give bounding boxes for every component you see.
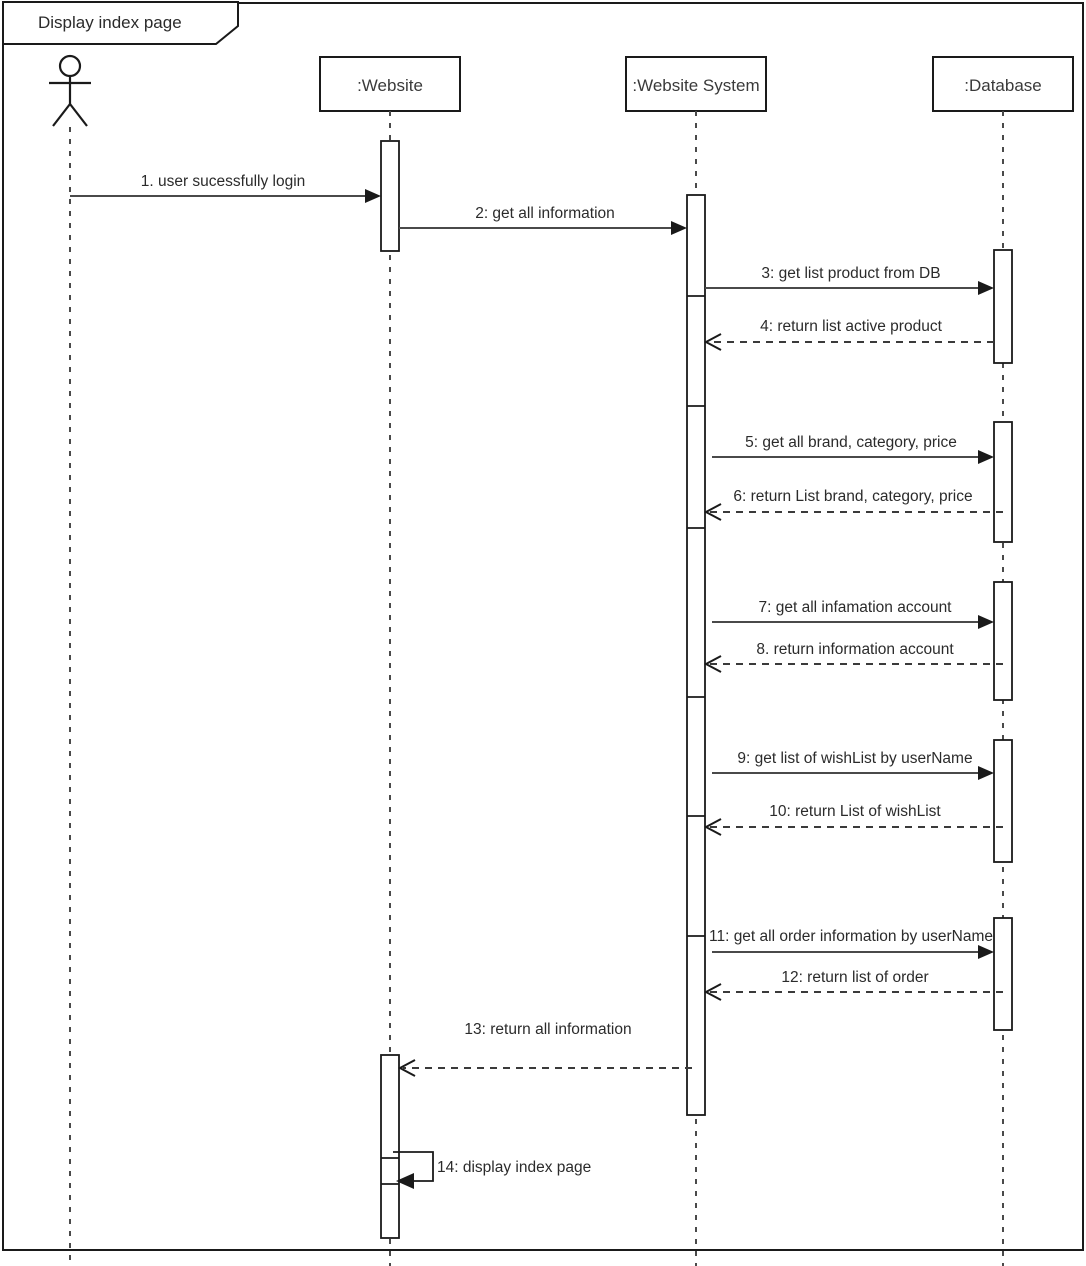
message-2-label: 2: get all information <box>475 205 615 222</box>
message-11[interactable] <box>709 928 994 959</box>
message-8[interactable] <box>706 641 1003 672</box>
lifeline-database[interactable] <box>933 57 1073 1266</box>
message-9-arrowhead <box>978 766 994 780</box>
lifeline-label-website: :Website <box>357 76 423 95</box>
lifeline-actor <box>49 56 91 1266</box>
message-9-label: 9: get list of wishList by userName <box>737 750 973 767</box>
message-13[interactable] <box>400 1021 692 1076</box>
message-8-label: 8. return information account <box>756 641 954 658</box>
message-14[interactable] <box>393 1152 591 1189</box>
message-11-label: 11: get all order information by userName <box>708 928 994 945</box>
message-3[interactable] <box>705 265 994 295</box>
activation-website-2 <box>381 1055 399 1238</box>
message-4[interactable] <box>706 318 994 350</box>
frame-label-text: Display index page <box>38 13 182 32</box>
lifeline-label-database: :Database <box>964 76 1042 95</box>
message-1-arrowhead <box>365 189 381 203</box>
message-13-label: 13: return all information <box>464 1021 632 1038</box>
activation-database-5 <box>994 918 1012 1030</box>
message-5-label: 5: get all brand, category, price <box>745 434 957 451</box>
actor-icon <box>49 56 91 126</box>
activation-database-4 <box>994 740 1012 862</box>
message-6-label: 6: return List brand, category, price <box>733 488 973 505</box>
lifeline-website[interactable] <box>320 57 460 1266</box>
message-2[interactable] <box>399 205 687 235</box>
activation-database-1 <box>994 250 1012 363</box>
message-7-label: 7: get all infamation account <box>758 599 952 616</box>
message-6[interactable] <box>706 488 1003 520</box>
message-9[interactable] <box>712 750 994 780</box>
diagram-frame <box>3 3 1083 1250</box>
message-7-arrowhead <box>978 615 994 629</box>
lifeline-label-website-system: :Website System <box>632 76 760 95</box>
message-11-arrowhead <box>978 945 994 959</box>
lifeline-website-system[interactable] <box>626 57 766 1266</box>
activation-database-2 <box>994 422 1012 542</box>
message-1-label: 1. user sucessfully login <box>140 173 306 190</box>
activation-database-3 <box>994 582 1012 700</box>
activation-website-1 <box>381 141 399 251</box>
activation-website-system <box>687 195 705 1115</box>
message-10[interactable] <box>706 803 1003 835</box>
message-14-label: 14: display index page <box>437 1159 592 1176</box>
message-2-arrowhead <box>671 221 687 235</box>
message-5-arrowhead <box>978 450 994 464</box>
message-3-arrowhead <box>978 281 994 295</box>
message-12-label: 12: return list of order <box>781 969 929 986</box>
message-5[interactable] <box>712 434 994 464</box>
message-12[interactable] <box>706 969 1003 1000</box>
message-1[interactable] <box>70 173 381 203</box>
message-10-label: 10: return List of wishList <box>769 803 941 820</box>
message-4-label: 4: return list active product <box>760 318 942 335</box>
message-7[interactable] <box>712 599 994 629</box>
message-3-label: 3: get list product from DB <box>761 265 941 282</box>
